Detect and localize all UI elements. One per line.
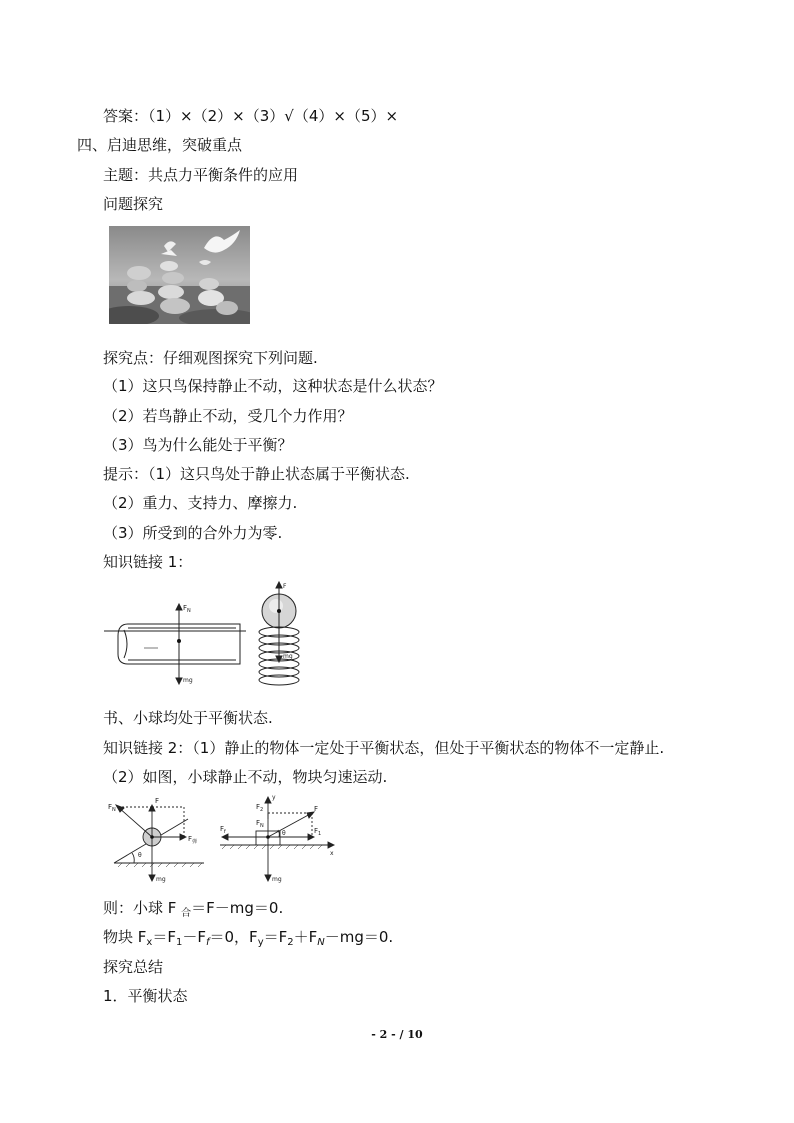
f1-label: $F_1$ [314, 827, 322, 837]
ball-equation: 则：小球 F $_合$＝F－mg＝0. [103, 899, 284, 919]
mg-label-block: mg [272, 876, 282, 883]
answer-line: 答案：（1）×（2）×（3）√（4）×（5）× [103, 107, 399, 125]
theta-label-incline: θ [138, 852, 142, 859]
f-label-block: F [314, 805, 319, 813]
section-heading: 四、启迪思维，突破重点 [77, 136, 243, 154]
knowledge-link-2b: （2）如图，小球静止不动，物块匀速运动. [103, 768, 388, 786]
mg-label-ball: mg [283, 653, 293, 660]
mg-label-book: mg [183, 677, 193, 684]
y-axis-label: y [272, 794, 276, 801]
question-3: （3）鸟为什么能处于平衡？ [103, 436, 293, 454]
fn-label-sub: N [187, 608, 191, 614]
f2-label: $F_2$ [256, 803, 264, 813]
question-2: （2）若鸟静止不动，受几个力作用？ [103, 407, 353, 425]
explore-point: 探究点：仔细观图探究下列问题. [103, 349, 318, 367]
f-label-incline: F [155, 797, 160, 805]
summary-title: 探究总结 [103, 958, 164, 976]
summary-item-1: 1．平衡状态 [103, 987, 188, 1005]
fn-label-incline: $F_N$ [108, 803, 116, 813]
incline-and-block-figure [104, 793, 340, 885]
knowledge-link-1: 知识链接 1： [103, 553, 193, 571]
ff-label: $F_f$ [220, 825, 226, 835]
f-spring-label: $F_弹$ [188, 835, 198, 845]
fn-label-block: $F_N$ [256, 819, 264, 829]
block-equation: 物块 $F_x=F_1-F_f=0$，$F_y=F_2+F_N-mg=0$. [103, 928, 394, 948]
theta-label-block: θ [282, 830, 286, 837]
page-number: - 2 - / 10 [371, 1028, 423, 1041]
hint-2: （2）重力、支持力、摩擦力. [103, 494, 298, 512]
balance-note: 书、小球均处于平衡状态. [103, 709, 273, 727]
knowledge-link-2: 知识链接 2：（1）静止的物体一定处于平衡状态，但处于平衡状态的物体不一定静止. [103, 739, 665, 757]
hint-1: 提示：（1）这只鸟处于静止状态属于平衡状态. [103, 465, 410, 483]
fn-label: F [183, 604, 188, 612]
svg-text:FN [183, 604, 191, 614]
mg-label-incline: mg [156, 876, 166, 883]
f-label-ball: F [283, 583, 287, 590]
book-and-spring-figure [100, 578, 310, 690]
question-1: （1）这只鸟保持静止不动，这种状态是什么状态？ [103, 377, 443, 395]
hint-3: （3）所受到的合外力为零. [103, 524, 283, 542]
explore-title: 问题探究 [103, 195, 164, 213]
topic-line: 主题：共点力平衡条件的应用 [103, 166, 299, 184]
x-axis-label: x [330, 850, 334, 857]
birds-on-stones-photo [109, 226, 250, 324]
